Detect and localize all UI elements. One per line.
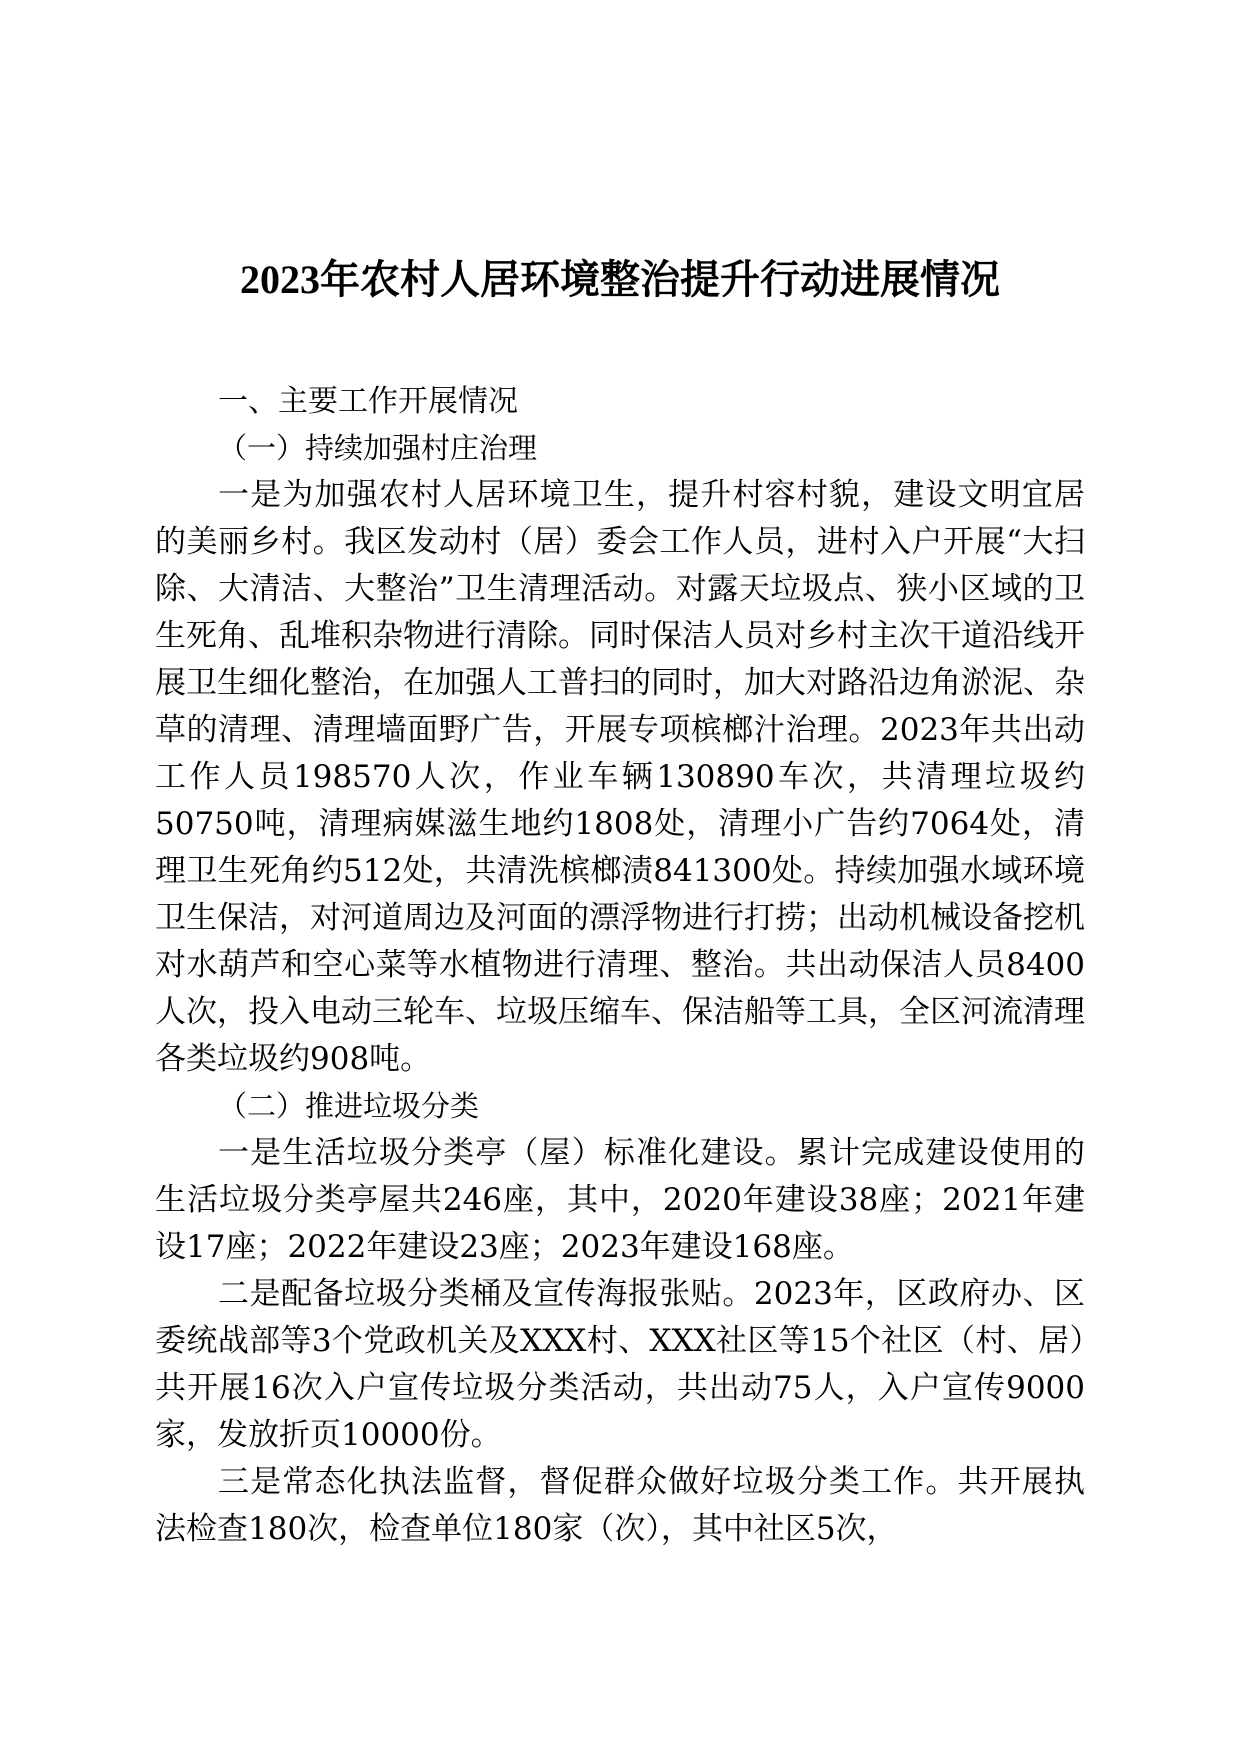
section-heading: 一、主要工作开展情况 <box>218 384 518 419</box>
subsection-heading: （一）持续加强村庄治理 <box>218 431 538 465</box>
body-paragraph: 三是常态化执法监督，督促群众做好垃圾分类工作。共开展执法检查180次，检查单位180家（次），其中社区5次， <box>155 1464 1085 1547</box>
document-body <box>155 378 1085 1553</box>
document-title: 2023年农村人居环境整治提升行动进展情况 <box>240 257 1000 302</box>
body-paragraph: 一是生活垃圾分类亭（屋）标准化建设。累计完成建设使用的生活垃圾分类亭屋共246座，其中，2020年建设38座；2021年建设17座；2022年建设23座；2023年建设168座。 <box>155 1135 1085 1265</box>
body-paragraph: 二是配备垃圾分类桶及宣传海报张贴。2023年，区政府办、区委统战部等3个党政机关及XXX村、XXX社区等15个社区（村、居）共开展16次入户宣传垃圾分类活动，共出动75人，入户宣传9000家，发放折页10000份。 <box>155 1276 1085 1453</box>
subsection-heading: （二）推进垃圾分类 <box>218 1089 480 1123</box>
body-paragraph: 一是为加强农村人居环境卫生，提升村容村貌，建设文明宜居的美丽乡村。我区发动村（居）委会工作人员，进村入户开展“大扫除、大清洁、大整治”卫生清理活动。对露天垃圾点、狭小区域的卫生死角、乱堆积杂物进行清除。同时保洁人员对乡村主次干道沿线开展卫生细化整治，在加强人工普扫的同时，加大对路沿边角淤泥、杂草的清理、清理墙面野广告，开展专项槟榔汁治理。2023年共出动工作人员198570人次，作业车辆130890车次，共清理垃圾约50750吨，清理病媒滋生地约1808处，清理小广告约7064处，清理卫生死角约512处，共清洗槟榔渍841300处。持续加强水域环境卫生保洁，对河道周边及河面的漂浮物进行打捞；出动机械设备挖机对水葫芦和空心菜等水植物进行清理、整治。共出动保洁人员8400人次，投入电动三轮车、垃圾压缩车、保洁船等工具，全区河流清理各类垃圾约908吨。 <box>155 477 1085 1077</box>
